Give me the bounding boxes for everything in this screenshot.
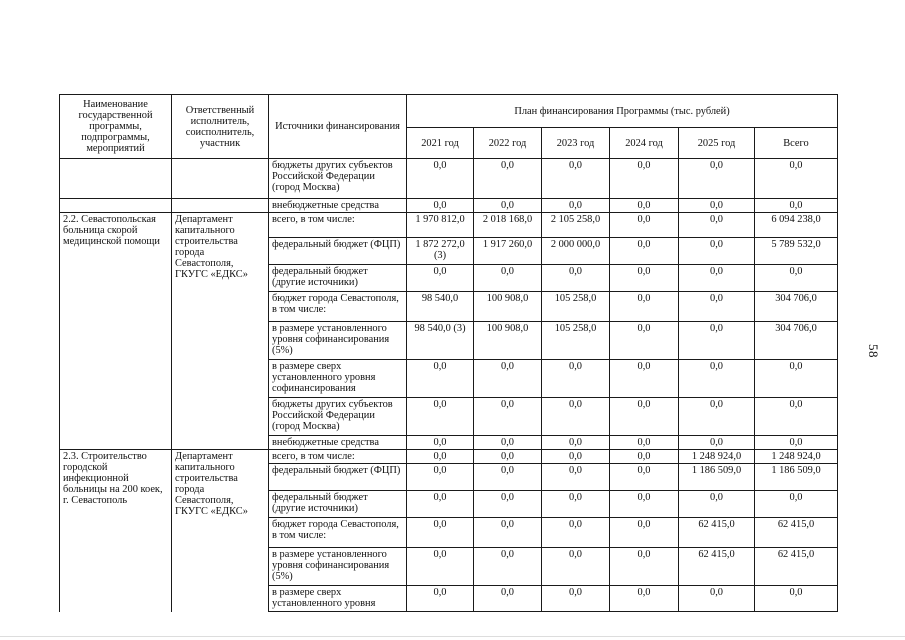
value-cell: 0,0 <box>542 491 610 518</box>
value-cell: 0,0 <box>407 450 474 464</box>
source-cell: бюджет города Севастополя, в том числе: <box>269 518 407 548</box>
value-cell: 0,0 <box>407 586 474 612</box>
value-cell: 100 908,0 <box>474 292 542 322</box>
source-cell: всего, в том числе: <box>269 450 407 464</box>
value-cell: 1 186 509,0 <box>679 464 755 491</box>
value-cell: 62 415,0 <box>755 518 838 548</box>
value-cell: 0,0 <box>679 360 755 398</box>
value-cell: 0,0 <box>610 464 679 491</box>
value-cell: 2 105 258,0 <box>542 213 610 238</box>
value-cell: 1 186 509,0 <box>755 464 838 491</box>
value-cell: 0,0 <box>407 436 474 450</box>
value-cell: 0,0 <box>474 265 542 292</box>
value-cell: 0,0 <box>474 548 542 586</box>
table-row <box>60 199 838 213</box>
header-year: 2023 год <box>542 128 610 159</box>
value-cell: 0,0 <box>755 586 838 612</box>
page-edge-divider <box>0 636 905 637</box>
responsible-cell-empty <box>172 159 269 199</box>
value-cell: 98 540,0 (3) <box>407 322 474 360</box>
value-cell: 1 917 260,0 <box>474 238 542 265</box>
source-cell: федеральный бюджет (другие источники) <box>269 265 407 292</box>
value-cell: 0,0 <box>679 199 755 213</box>
value-cell: 0,0 <box>679 322 755 360</box>
measure-name-cell: 2.3. Строительство городской инфекционной больницы на 200 коек, г. Севастополь <box>60 450 172 612</box>
value-cell: 0,0 <box>679 586 755 612</box>
header-total: Всего <box>755 128 838 159</box>
value-cell: 0,0 <box>542 586 610 612</box>
source-cell: всего, в том числе: <box>269 213 407 238</box>
value-cell: 0,0 <box>474 360 542 398</box>
value-cell: 0,0 <box>542 199 610 213</box>
header-plan: План финансирования Программы (тыс. рублей) <box>407 95 838 128</box>
value-cell: 0,0 <box>610 159 679 199</box>
table-row <box>60 213 838 238</box>
value-cell: 0,0 <box>474 398 542 436</box>
source-cell: бюджеты других субъектов Российской Федерации (город Москва) <box>269 398 407 436</box>
header-year: 2022 год <box>474 128 542 159</box>
value-cell: 0,0 <box>474 491 542 518</box>
value-cell: 0,0 <box>679 491 755 518</box>
page-number: 58 <box>866 344 881 358</box>
value-cell: 0,0 <box>610 518 679 548</box>
value-cell: 5 789 532,0 <box>755 238 838 265</box>
value-cell: 0,0 <box>610 265 679 292</box>
value-cell: 0,0 <box>610 199 679 213</box>
value-cell: 0,0 <box>679 238 755 265</box>
value-cell: 0,0 <box>679 436 755 450</box>
value-cell: 62 415,0 <box>679 518 755 548</box>
value-cell: 304 706,0 <box>755 292 838 322</box>
value-cell: 105 258,0 <box>542 292 610 322</box>
value-cell: 0,0 <box>755 436 838 450</box>
value-cell: 0,0 <box>610 238 679 265</box>
value-cell: 0,0 <box>542 360 610 398</box>
value-cell: 0,0 <box>755 199 838 213</box>
source-cell: федеральный бюджет (ФЦП) <box>269 238 407 265</box>
value-cell: 0,0 <box>474 464 542 491</box>
source-cell: в размере установленного уровня софинансирования (5%) <box>269 322 407 360</box>
value-cell: 0,0 <box>407 491 474 518</box>
header-year: 2021 год <box>407 128 474 159</box>
value-cell: 0,0 <box>542 464 610 491</box>
value-cell: 1 872 272,0 (3) <box>407 238 474 265</box>
responsible-cell: Департамент капитального строительства города Севастополя, ГКУГС «ЕДКС» <box>172 450 269 612</box>
value-cell: 0,0 <box>407 360 474 398</box>
value-cell: 0,0 <box>542 265 610 292</box>
source-cell: бюджет города Севастополя, в том числе: <box>269 292 407 322</box>
value-cell: 0,0 <box>542 450 610 464</box>
value-cell: 0,0 <box>474 159 542 199</box>
value-cell: 0,0 <box>610 450 679 464</box>
value-cell: 0,0 <box>679 159 755 199</box>
value-cell: 105 258,0 <box>542 322 610 360</box>
value-cell: 6 094 238,0 <box>755 213 838 238</box>
table-row <box>60 159 838 199</box>
value-cell: 2 018 168,0 <box>474 213 542 238</box>
header-name: Наименование государственной программы, подпрограммы, мероприятий <box>60 95 172 159</box>
value-cell: 0,0 <box>542 398 610 436</box>
value-cell: 62 415,0 <box>755 548 838 586</box>
header-year: 2025 год <box>679 128 755 159</box>
value-cell: 0,0 <box>407 398 474 436</box>
value-cell: 0,0 <box>407 159 474 199</box>
value-cell: 0,0 <box>542 548 610 586</box>
value-cell: 0,0 <box>755 265 838 292</box>
value-cell: 0,0 <box>610 491 679 518</box>
value-cell: 0,0 <box>610 322 679 360</box>
value-cell: 0,0 <box>474 518 542 548</box>
financing-table <box>59 94 838 612</box>
value-cell: 100 908,0 <box>474 322 542 360</box>
value-cell: 0,0 <box>474 199 542 213</box>
value-cell: 0,0 <box>610 436 679 450</box>
value-cell: 62 415,0 <box>679 548 755 586</box>
value-cell: 0,0 <box>474 436 542 450</box>
value-cell: 0,0 <box>679 265 755 292</box>
value-cell: 0,0 <box>407 464 474 491</box>
value-cell: 0,0 <box>679 398 755 436</box>
value-cell: 0,0 <box>407 265 474 292</box>
source-cell: в размере сверх установленного уровня софинансирования <box>269 360 407 398</box>
source-cell: внебюджетные средства <box>269 436 407 450</box>
source-cell: федеральный бюджет (другие источники) <box>269 491 407 518</box>
value-cell: 0,0 <box>610 586 679 612</box>
table-row <box>60 450 838 464</box>
value-cell: 0,0 <box>679 292 755 322</box>
measure-name-cell: 2.2. Севастопольская больница скорой медицинской помощи <box>60 213 172 450</box>
name-cell-empty <box>60 199 172 213</box>
header-sources: Источники финансирования <box>269 95 407 159</box>
value-cell: 2 000 000,0 <box>542 238 610 265</box>
responsible-cell: Департамент капитального строительства города Севастополя, ГКУГС «ЕДКС» <box>172 213 269 450</box>
value-cell: 0,0 <box>755 491 838 518</box>
value-cell: 0,0 <box>407 518 474 548</box>
value-cell: 0,0 <box>407 548 474 586</box>
value-cell: 0,0 <box>610 360 679 398</box>
name-cell-empty <box>60 159 172 199</box>
value-cell: 0,0 <box>542 436 610 450</box>
value-cell: 1 970 812,0 <box>407 213 474 238</box>
value-cell: 98 540,0 <box>407 292 474 322</box>
value-cell: 0,0 <box>610 548 679 586</box>
source-cell: в размере установленного уровня софинансирования (5%) <box>269 548 407 586</box>
value-cell: 0,0 <box>755 159 838 199</box>
value-cell: 0,0 <box>542 518 610 548</box>
value-cell: 304 706,0 <box>755 322 838 360</box>
header-responsible: Ответственный исполнитель, соисполнитель, участник <box>172 95 269 159</box>
value-cell: 0,0 <box>679 213 755 238</box>
value-cell: 1 248 924,0 <box>755 450 838 464</box>
source-cell: внебюджетные средства <box>269 199 407 213</box>
value-cell: 0,0 <box>542 159 610 199</box>
source-cell: федеральный бюджет (ФЦП) <box>269 464 407 491</box>
header-year: 2024 год <box>610 128 679 159</box>
responsible-cell-empty <box>172 199 269 213</box>
value-cell: 0,0 <box>474 450 542 464</box>
value-cell: 0,0 <box>755 398 838 436</box>
value-cell: 0,0 <box>474 586 542 612</box>
value-cell: 0,0 <box>610 292 679 322</box>
source-cell: в размере сверх установленного уровня <box>269 586 407 612</box>
value-cell: 0,0 <box>407 199 474 213</box>
value-cell: 0,0 <box>610 213 679 238</box>
value-cell: 0,0 <box>610 398 679 436</box>
value-cell: 1 248 924,0 <box>679 450 755 464</box>
value-cell: 0,0 <box>755 360 838 398</box>
source-cell: бюджеты других субъектов Российской Федерации (город Москва) <box>269 159 407 199</box>
